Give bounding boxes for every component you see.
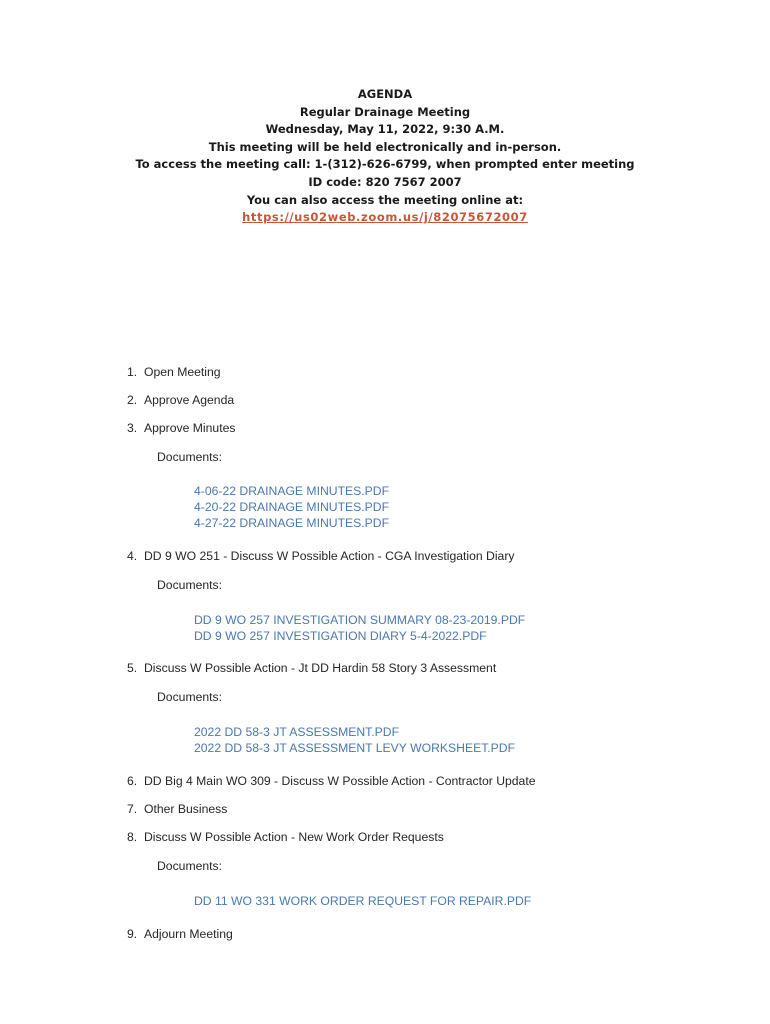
item-number: 9. <box>127 927 138 941</box>
agenda-item-7 <box>127 802 227 816</box>
item-number: 8. <box>127 830 138 844</box>
item-number: 1. <box>127 365 138 379</box>
item-number: 4. <box>127 549 138 563</box>
item-number: 6. <box>127 774 138 788</box>
item-number: 2. <box>127 393 138 407</box>
call-info-line2: ID code: 820 7567 2007 <box>308 174 462 189</box>
online-access-note: You can also access the meeting online at: <box>246 192 524 207</box>
document-link[interactable]: 2022 DD 58-3 JT ASSESSMENT.PDF <box>194 725 400 739</box>
meeting-format-note: This meeting will be held electronically and in-person. <box>208 139 562 154</box>
item-text: DD 9 WO 251 - Discuss W Possible Action - CGA Investigation Diary <box>144 549 515 563</box>
item-text: Other Business <box>144 802 228 816</box>
documents-label: Documents: <box>157 859 223 873</box>
documents-label: Documents: <box>157 578 223 592</box>
document-link[interactable]: 2022 DD 58-3 JT ASSESSMENT LEVY WORKSHEET.PDF <box>194 741 516 755</box>
agenda-item-5 <box>127 661 496 675</box>
documents-label: Documents: <box>157 690 223 704</box>
item-text: Discuss W Possible Action - New Work Order Requests <box>144 830 444 844</box>
document-link[interactable]: 4-06-22 DRAINAGE MINUTES.PDF <box>194 484 390 498</box>
zoom-link[interactable]: https://us02web.zoom.us/j/82075672007 <box>242 210 528 225</box>
agenda-item-9 <box>127 927 233 941</box>
item-text: Approve Agenda <box>144 393 235 407</box>
document-link[interactable]: DD 11 WO 331 WORK ORDER REQUEST FOR REPAIR.PDF <box>194 894 532 908</box>
meeting-date-time: Wednesday, May 11, 2022, 9:30 A.M. <box>265 122 505 137</box>
agenda-item-6 <box>127 774 536 788</box>
item-text: DD Big 4 Main WO 309 - Discuss W Possible Action - Contractor Update <box>144 774 536 788</box>
documents-label: Documents: <box>157 450 223 464</box>
call-info-line1: To access the meeting call: 1-(312)-626-6799, when prompted enter meeting <box>135 157 635 172</box>
item-text: Adjourn Meeting <box>144 927 233 941</box>
agenda-item-1 <box>127 365 221 379</box>
item-number: 5. <box>127 661 138 675</box>
item-number: 3. <box>127 421 138 435</box>
document-link[interactable]: 4-20-22 DRAINAGE MINUTES.PDF <box>194 500 390 514</box>
item-text: Discuss W Possible Action - Jt DD Hardin 58 Story 3 Assessment <box>144 661 497 675</box>
document-link[interactable]: DD 9 WO 257 INVESTIGATION SUMMARY 08-23-2019.PDF <box>194 613 526 627</box>
agenda-item-8 <box>127 830 444 844</box>
document-link[interactable]: DD 9 WO 257 INVESTIGATION DIARY 5-4-2022.PDF <box>194 629 487 643</box>
agenda-item-2 <box>127 393 234 407</box>
agenda-header <box>0 86 770 227</box>
agenda-item-4 <box>127 549 515 563</box>
document-link[interactable]: 4-27-22 DRAINAGE MINUTES.PDF <box>194 516 390 530</box>
item-number: 7. <box>127 802 138 816</box>
meeting-name: Regular Drainage Meeting <box>299 104 471 119</box>
agenda-item-3 <box>127 421 235 435</box>
item-text: Open Meeting <box>144 365 221 379</box>
agenda-title: AGENDA <box>357 87 413 101</box>
item-text: Approve Minutes <box>144 421 236 435</box>
